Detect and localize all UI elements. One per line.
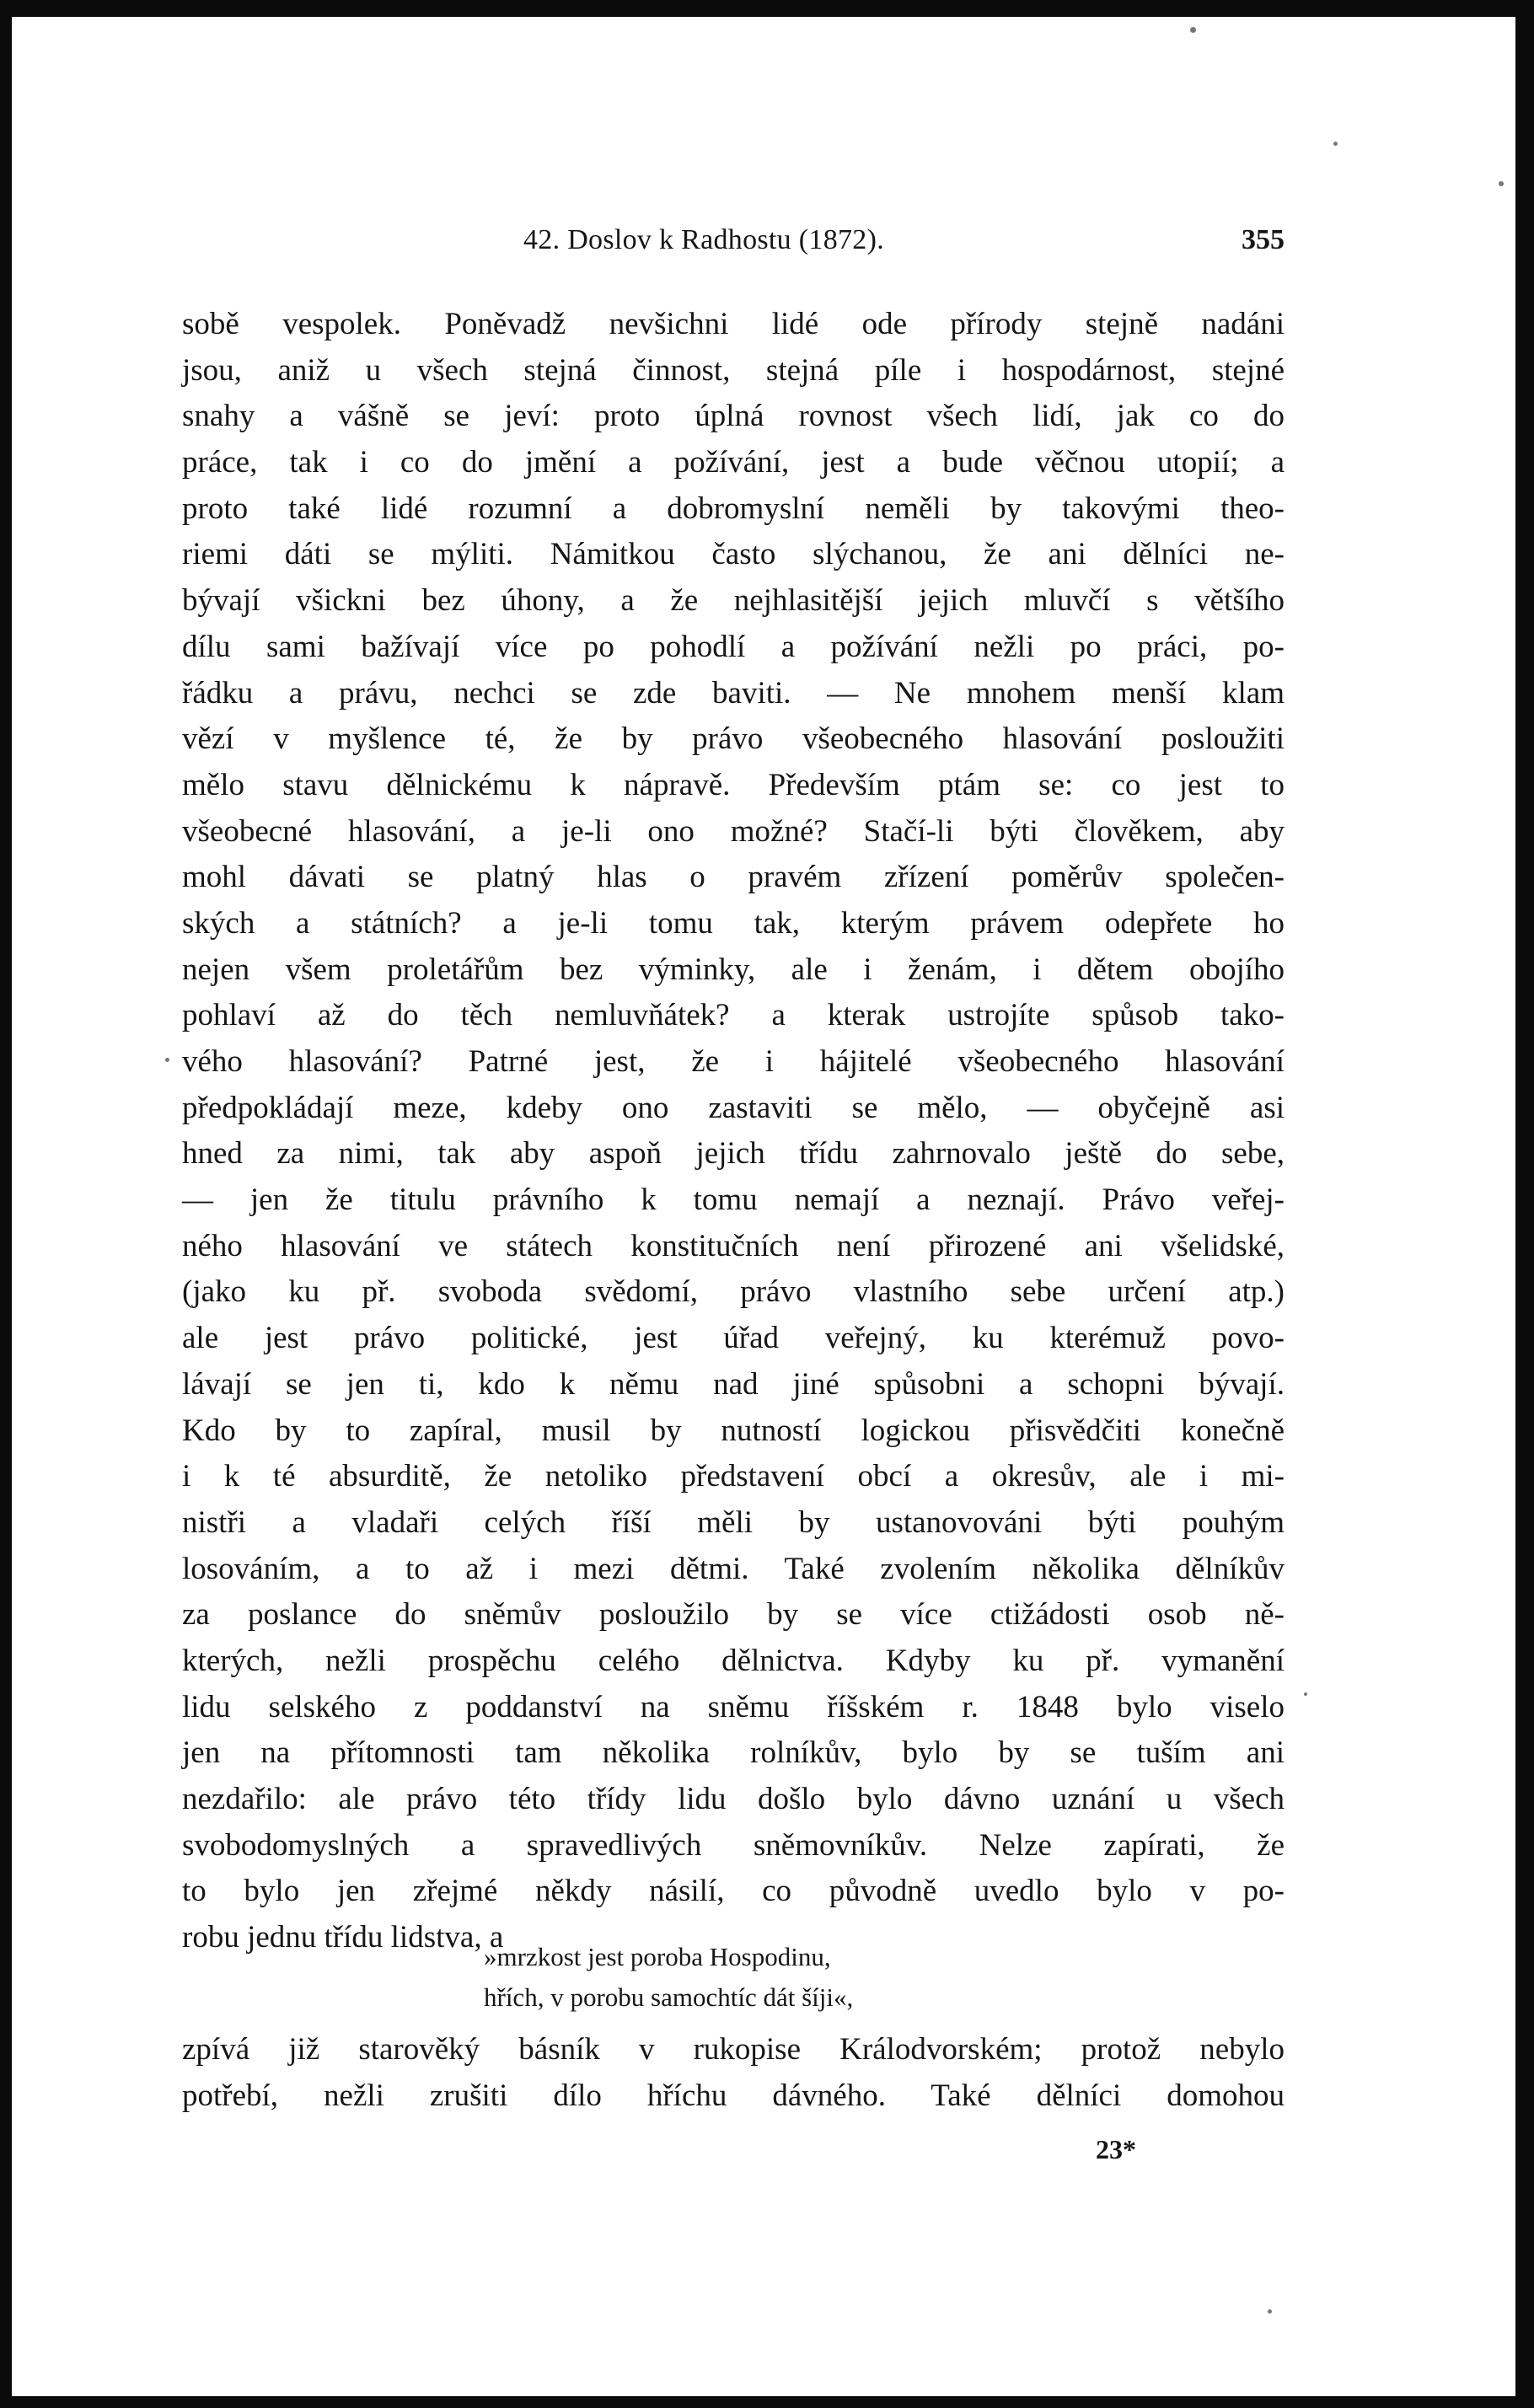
text-line: lidu selského z poddanství na sněmu říšském r. 1848 bylo viselo: [182, 1689, 1285, 1724]
text-line: mělo stavu dělnickému k nápravě. Především ptám se: co jest to: [182, 767, 1285, 802]
text-line: potřebí, nežli zrušiti dílo hříchu dávného. Také dělníci domohou: [182, 2078, 1285, 2113]
scan-border-top: [0, 0, 1534, 17]
dust-speck: [1304, 1692, 1307, 1696]
text-line: sobě vespolek. Poněvadž nevšichni lidé ode přírody stejně nadáni: [182, 307, 1285, 341]
text-line: zpívá již starověký básník v rukopise Králodvorském; protož nebylo: [182, 2032, 1285, 2067]
text-line: losováním, a to až i mezi dětmi. Také zvolením několika dělníkův: [182, 1551, 1285, 1586]
text-line: nezdařilo: ale právo této třídy lidu došlo bylo dávno uznání u všech: [182, 1782, 1285, 1816]
main-text: [182, 302, 1285, 1961]
text-line: vého hlasování? Patrné jest, že i hájitelé všeobecného hlasování: [182, 1044, 1285, 1079]
dust-speck: [165, 1058, 169, 1062]
signature-mark: 23*: [1096, 2134, 1136, 2164]
text-line: ských a státních? a je-li tomu tak, kterým právem odepřete ho: [182, 905, 1285, 941]
text-line: bývají všickni bez úhony, a že nejhlasitější jejich mluvčí s většího: [182, 583, 1285, 619]
page-header: [182, 224, 1285, 266]
text-line: Kdo by to zapíral, musil by nutností logickou přisvědčiti konečně: [182, 1413, 1285, 1448]
text-line: nejen všem proletářům bez výminky, ale i ženám, i dětem obojího: [182, 952, 1285, 987]
text-line: jen na přítomnosti tam několika rolníkův, bylo by se tuším ani: [182, 1735, 1285, 1771]
scan-border-right: [1515, 0, 1534, 2408]
continuation-text: [182, 2027, 1285, 2119]
dust-speck: [1333, 142, 1338, 146]
text-line: hned za nimi, tak aby aspoň jejich třídu zahrnovalo ještě do sebe,: [182, 1136, 1285, 1172]
text-line: — jen že titulu právního k tomu nemají a neznají. Právo veřej-: [182, 1183, 1285, 1218]
text-line: mohl dávati se platný hlas o pravém zřízení poměrův společen-: [182, 860, 1285, 895]
text-line: lávají se jen ti, kdo k němu nad jiné spůsobni a schopni bývají.: [182, 1366, 1285, 1402]
quote-line: »mrzkost jest poroba Hospodinu,: [484, 1942, 831, 1971]
text-line: nistři a vladaři celých říší měli by ustanovováni býti pouhým: [182, 1504, 1285, 1540]
scan-border-left: [0, 0, 12, 2408]
text-line: to bylo jen zřejmé někdy násilí, co původně uvedlo bylo v po-: [182, 1874, 1285, 1909]
text-line: i k té absurditě, že netoliko představení obcí a okresův, ale i mi-: [182, 1459, 1285, 1494]
text-line: jsou, aniž u všech stejná činnost, stejná píle i hospodárnost, stejné: [182, 352, 1285, 388]
scan-border-bottom: [0, 2396, 1534, 2408]
text-line: všeobecné hlasování, a je-li ono možné? Stačí-li býti člověkem, aby: [182, 813, 1285, 849]
text-line: vězí v myšlence té, že by právo všeobecného hlasování posloužiti: [182, 721, 1285, 757]
text-line: řádku a právu, nechci se zde baviti. — Ne mnohem menší klam: [182, 675, 1285, 711]
text-line: (jako ku př. svoboda svědomí, právo vlastního sebe určení atp.): [182, 1274, 1285, 1310]
text-line: snahy a vášně se jeví: proto úplná rovnost všech lidí, jak co do: [182, 399, 1285, 434]
dust-speck: [1190, 27, 1196, 33]
text-line: práce, tak i co do jmění a požívání, jest a bude věčnou utopií; a: [182, 445, 1285, 480]
text-line: dílu sami bažívají více po pohodlí a požívání nežli po práci, po-: [182, 629, 1285, 664]
text-line: robu jednu třídu lidstva, a: [182, 1920, 504, 1955]
running-head: 42. Doslov k Radhostu (1872).: [523, 224, 885, 255]
text-line: kterých, nežli prospěchu celého dělnictva. Kdyby ku př. vymanění: [182, 1643, 1285, 1678]
text-line: ného hlasování ve státech konstitučních není přirozené ani všelidské,: [182, 1228, 1285, 1263]
dust-speck: [1268, 2309, 1272, 2314]
text-line: svobodomyslných a spravedlivých sněmovníkův. Nelze zapírati, že: [182, 1827, 1285, 1863]
text-line: za poslance do sněmův posloužilo by se více ctižádosti osob ně-: [182, 1597, 1285, 1633]
verse-quote: [484, 1937, 1141, 2018]
dust-speck: [1499, 181, 1504, 186]
text-line: pohlaví až do těch nemluvňátek? a kterak ustrojíte spůsob tako-: [182, 998, 1285, 1033]
quote-line: hřích, v porobu samochtíc dát šíji«,: [484, 1982, 854, 2012]
text-line: proto také lidé rozumní a dobromyslní neměli by takovými theo-: [182, 491, 1285, 526]
page-number: 355: [1242, 224, 1285, 255]
text-line: ale jest právo politické, jest úřad veřejný, ku kterémuž povo-: [182, 1321, 1285, 1356]
text-line: předpokládají meze, kdeby ono zastaviti se mělo, — obyčejně asi: [182, 1090, 1285, 1125]
text-line: riemi dáti se mýliti. Námitkou často slýchanou, že ani dělníci ne-: [182, 537, 1285, 572]
